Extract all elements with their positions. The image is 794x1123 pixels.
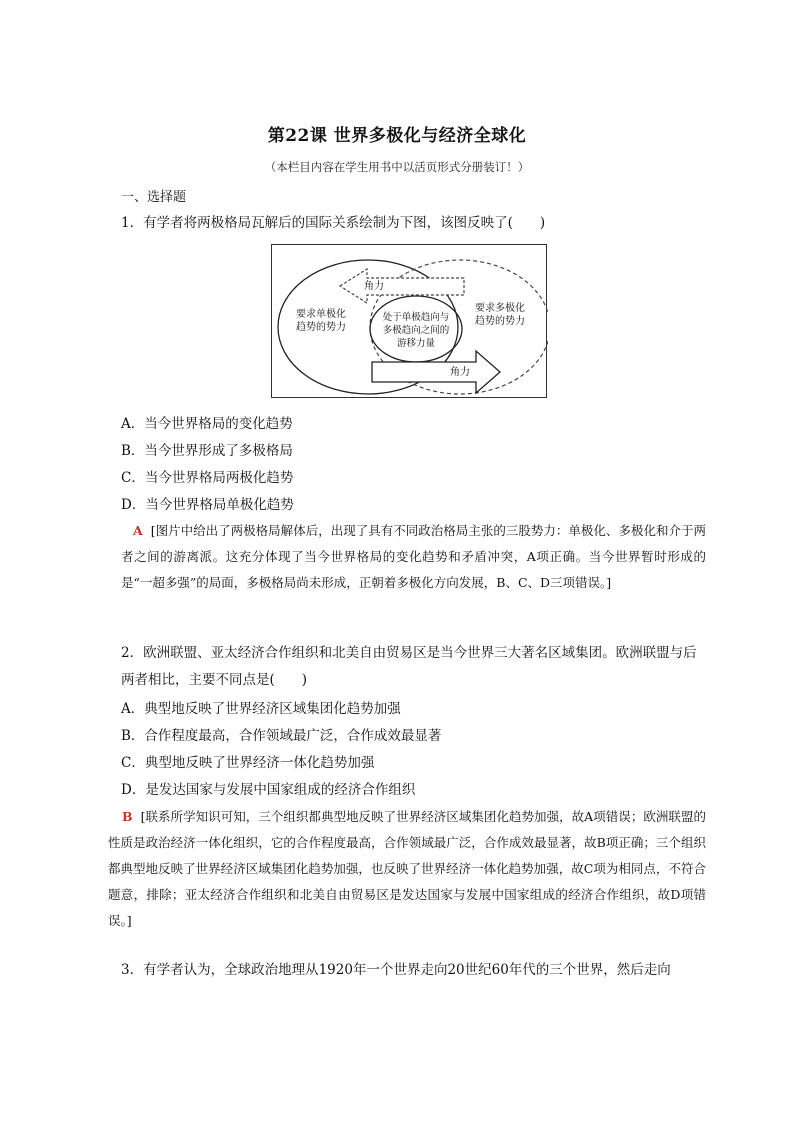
q2-option-c: C．典型地反映了世界经济一体化趋势加强: [121, 755, 375, 771]
q2-option-d: D．是发达国家与发展中国家组成的经济合作组织: [121, 782, 416, 798]
left-circle-line1: 要求单极化: [296, 309, 346, 320]
center-line2: 多极趋向之间的: [382, 325, 450, 336]
q2-answer-explanation: [联系所学知识可知，三个组织都典型地反映了世界经济区域集团化趋势加强，故A项错误；欧洲联盟的性质是政治经济一体化组织，它的合作程度最高，合作领域最广泛，合作成效最显著，故B项正确；三个组织都典型地反映了世界经济区域集团化趋势加强，也反映了世界经济一体化趋势加强，故C项为相同点，不符合题意，排除；亚太经济合作组织和北美自由贸易区是发达国家与发展中国家组成的经济合作组织，故D项错误。]: [108, 809, 706, 928]
q1-option-c: C．当今世界格局两极化趋势: [121, 470, 294, 486]
center-circle-label: [374, 311, 458, 350]
arrow-bottom-label: 角力: [450, 367, 470, 378]
q1-option-b: B．当今世界形成了多极格局: [121, 443, 293, 459]
question-3-stem: 3．有学者认为，全球政治地理从1920年一个世界走向20世纪60年代的三个世界，然后走向: [121, 962, 671, 978]
q1-answer: [121, 518, 706, 596]
q1-option-d: D．当今世界格局单极化趋势: [121, 497, 294, 513]
right-circle-line1: 要求多极化: [475, 303, 525, 314]
q1-answer-key: A: [133, 523, 143, 538]
q2-answer-key: B: [122, 809, 133, 824]
left-circle-label: [286, 308, 356, 334]
left-circle-line2: 趋势的势力: [296, 322, 346, 333]
question-2-stem: 2．欧洲联盟、亚太经济合作组织和北美自由贸易区是当今世界三大著名区域集团。欧洲联盟与后两者相比，主要不同点是( ): [121, 645, 697, 688]
right-circle-line2: 趋势的势力: [475, 316, 525, 327]
center-line1: 处于单极趋向与: [382, 312, 450, 323]
question-1-diagram: [271, 244, 547, 398]
q1-answer-explanation: [图片中给出了两极格局解体后，出现了具有不同政治格局主张的三股势力：单极化、多极化和介于两者之间的游离派。这充分体现了当今世界格局的变化趋势和矛盾冲突，A项正确。当今世界暂时形成的是“一超多强”的局面，多极格局尚未形成，正朝着多极化方向发展，B、C、D三项错误。]: [121, 523, 706, 590]
arrow-top-label: 角力: [364, 281, 384, 292]
q1-option-a: A．当今世界格局的变化趋势: [121, 416, 293, 432]
q2-option-a: A．典型地反映了世界经济区域集团化趋势加强: [121, 701, 401, 717]
section-heading: 一、选择题: [121, 190, 187, 205]
lesson-subtitle: （本栏目内容在学生用书中以活页形式分册装订！）: [264, 160, 530, 174]
q2-answer: [108, 804, 706, 934]
right-circle-label: [464, 302, 536, 328]
lesson-title: 第22课 世界多极化与经济全球化: [267, 126, 527, 146]
center-line3: 游移力量: [396, 338, 435, 349]
question-1-stem: 1．有学者将两极格局瓦解后的国际关系绘制为下图，该图反映了( ): [121, 215, 546, 231]
q2-option-b: B．合作程度最高，合作领域最广泛，合作成效最显著: [121, 728, 442, 744]
